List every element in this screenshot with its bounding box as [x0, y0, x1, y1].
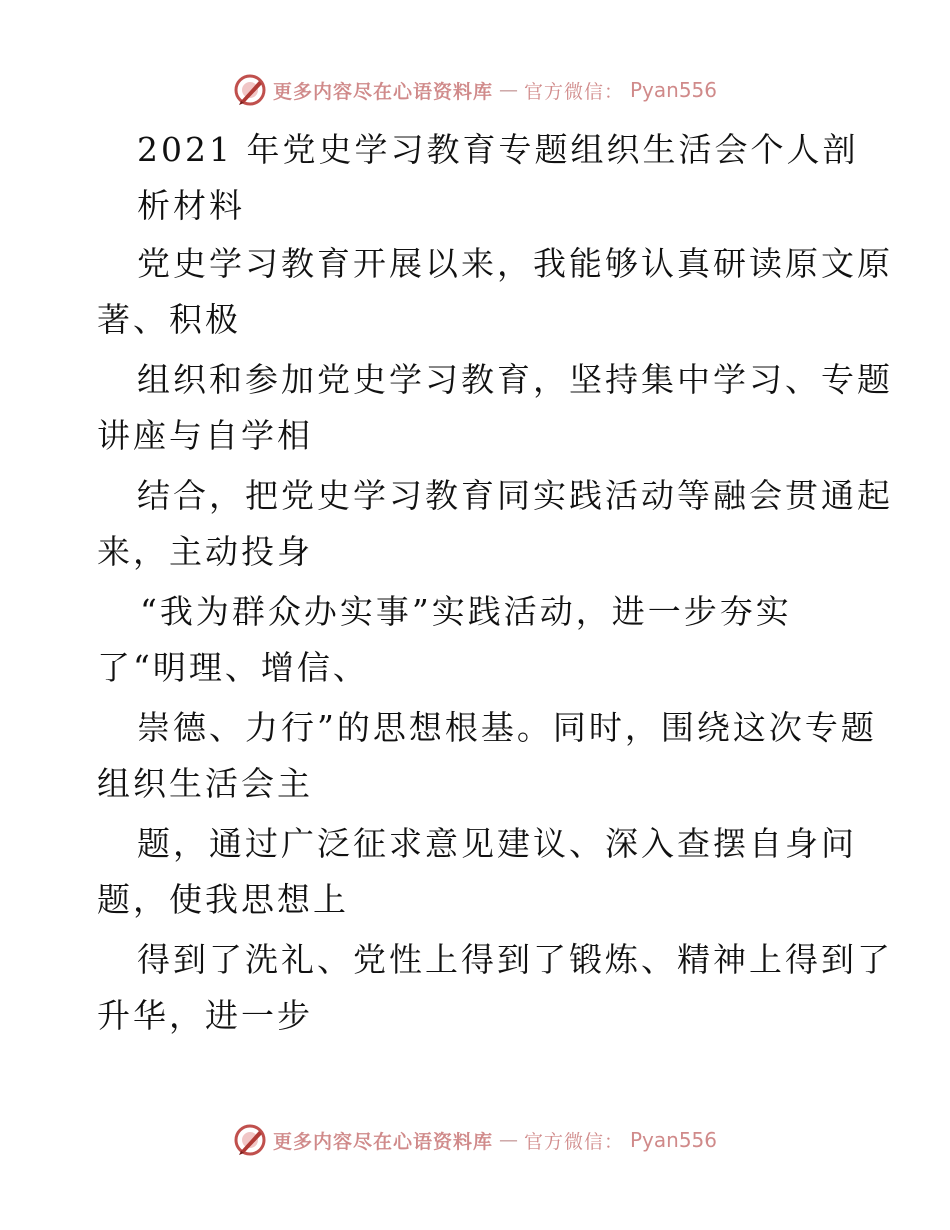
paragraph-line: 结合，把党史学习教育同实践活动等融会贯通起: [137, 476, 893, 515]
watermark-main-text: 更多内容尽在心语资料库: [272, 80, 493, 103]
watermark-wechat-label: 官方微信：: [523, 80, 624, 103]
pen-circle-icon: [233, 1123, 267, 1157]
paragraph-line: 了“明理、增信、: [97, 648, 369, 687]
paragraph-line: 崇德、力行”的思想根基。同时，围绕这次专题: [137, 708, 877, 747]
header-watermark: [0, 70, 950, 110]
paragraph-line: 来，主动投身: [97, 532, 313, 571]
watermark-wechat-id: Pyan556: [630, 78, 718, 102]
paragraph-line: 题，使我思想上: [97, 880, 349, 919]
doc-title-line-1: 2021 年党史学习教育专题组织生活会个人剖: [137, 130, 859, 169]
paragraph-line: 组织生活会主: [97, 764, 313, 803]
paragraph-line: 得到了洗礼、党性上得到了锻炼、精神上得到了: [137, 940, 893, 979]
watermark-main-text: 更多内容尽在心语资料库: [272, 1130, 493, 1153]
watermark-wechat-id: Pyan556: [630, 1128, 718, 1152]
paragraph-line: “我为群众办实事”实践活动，进一步夯实: [140, 592, 792, 631]
pen-circle-icon: [233, 73, 267, 107]
paragraph-line: 著、积极: [97, 300, 241, 339]
watermark-dash: —: [498, 79, 518, 101]
doc-title-line-2: 析材料: [137, 186, 245, 225]
paragraph-line: 组织和参加党史学习教育，坚持集中学习、专题: [137, 360, 893, 399]
paragraph-line: 升华，进一步: [97, 996, 313, 1035]
watermark-wechat-label: 官方微信：: [523, 1130, 624, 1153]
paragraph-line: 讲座与自学相: [97, 416, 313, 455]
footer-watermark: [0, 1120, 950, 1160]
paragraph-line: 党史学习教育开展以来，我能够认真研读原文原: [137, 244, 893, 283]
watermark-dash: —: [498, 1129, 518, 1151]
paragraph-line: 题，通过广泛征求意见建议、深入查摆自身问: [137, 824, 857, 863]
